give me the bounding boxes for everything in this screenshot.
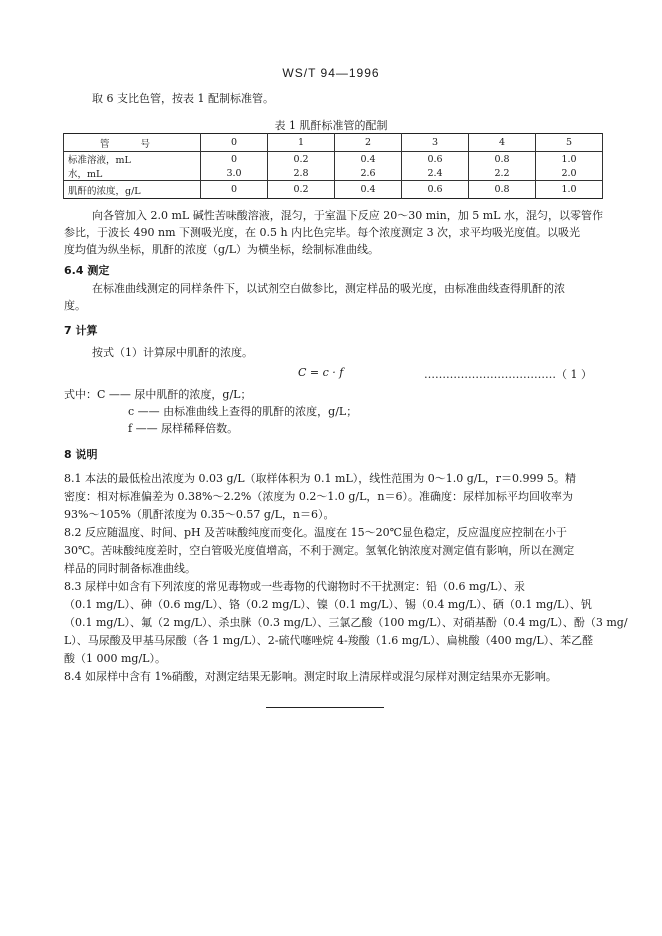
table-col-header: 0 — [201, 134, 268, 152]
table-cell: 3.0 — [201, 166, 268, 181]
para-line: 按式（1）计算尿中肌酐的浓度。 — [92, 346, 253, 359]
para-line: 在标准曲线测定的同样条件下，以试剂空白做参比，测定样品的吸光度，由标准曲线查得肌酐的浓 — [92, 282, 565, 295]
table-caption: 表 1 肌酐标准管的配制 — [274, 119, 388, 132]
table-cell: 2.6 — [335, 166, 402, 181]
table-cell: 2.4 — [402, 166, 469, 181]
section-title-8: 8 说明 — [64, 448, 98, 461]
para-line: 8.1 本法的最低检出浓度为 0.03 g/L（取样体积为 0.1 mL），线性范围为 0～1.0 g/L，r＝0.999 5。精 — [64, 472, 577, 485]
row-label: 标准溶液，mL — [64, 152, 201, 167]
table-row — [64, 152, 603, 167]
formula: C = c · f — [298, 366, 344, 379]
table-cell: 0.8 — [469, 152, 536, 167]
section-title-7: 7 计算 — [64, 324, 98, 337]
para-line: L）、马尿酸及甲基马尿酸（各 1 mg/L）、2-硫代噻唑烷 4-羧酸（1.6 mg/L）、扁桃酸（400 mg/L）、苯乙醛 — [64, 634, 594, 647]
table-row — [64, 181, 603, 199]
para-line: 度均值为纵坐标，肌酐的浓度（g/L）为横坐标，绘制标准曲线。 — [64, 243, 380, 256]
table-cell: 2.2 — [469, 166, 536, 181]
table-cell: 0.4 — [335, 152, 402, 167]
table-cell: 0 — [201, 181, 268, 199]
table-col-header: 2 — [335, 134, 402, 152]
para-line: 8.3 尿样中如含有下列浓度的常见毒物或一些毒物的代谢物时不干扰测定：铅（0.6 mg/L）、汞 — [64, 580, 525, 593]
intro-text: 取 6 支比色管，按表 1 配制标准管。 — [92, 92, 274, 105]
end-divider — [266, 707, 384, 708]
table-cell: 0.6 — [402, 181, 469, 199]
para-line: 向各管加入 2.0 mL 碱性苦味酸溶液，混匀，于室温下反应 20～30 min，加 5 mL 水，混匀，以零管作 — [92, 209, 603, 222]
table-cell: 1.0 — [536, 152, 603, 167]
para-line: 酸（1 000 mg/L）。 — [64, 652, 166, 665]
table-col-header: 1 — [268, 134, 335, 152]
row-label: 肌酐的浓度，g/L — [64, 181, 201, 199]
para-line: 参比，于波长 490 nm 下测吸光度，在 0.5 h 内比色完毕。每个浓度测定 3 次，求平均吸光度值。以吸光 — [64, 226, 581, 239]
table-header-row — [64, 134, 603, 152]
table-col-header: 5 — [536, 134, 603, 152]
section-title-6-4: 6.4 测定 — [64, 264, 110, 277]
table-col-header-label: 管 号 — [64, 134, 201, 152]
table-cell: 0.2 — [268, 152, 335, 167]
para-line: 样品的同时制备标准曲线。 — [64, 562, 196, 575]
where-line: 式中：C —— 尿中肌酐的浓度，g/L； — [64, 388, 252, 401]
para-line: 93%～105%（肌酐浓度为 0.35～0.57 g/L，n＝6）。 — [64, 508, 335, 521]
para-line: （0.1 mg/L）、氟（2 mg/L）、杀虫脒（0.3 mg/L）、三氯乙酸（100 mg/L）、对硝基酚（0.4 mg/L）、酚（3 mg/ — [64, 616, 628, 629]
table-col-header: 3 — [402, 134, 469, 152]
para-line: 30℃。苦味酸纯度差时，空白管吸光度值增高，不利于测定。氢氧化钠浓度对测定值有影响，所以在测定 — [64, 544, 575, 557]
where-line: f —— 尿样稀释倍数。 — [128, 422, 239, 435]
para-line: （0.1 mg/L）、砷（0.6 mg/L）、铬（0.2 mg/L）、镍（0.1 mg/L）、锡（0.4 mg/L）、硒（0.1 mg/L）、钒 — [64, 598, 592, 611]
table-cell: 0.6 — [402, 152, 469, 167]
para-line: 8.2 反应随温度、时间、pH 及苦味酸纯度而变化。温度在 15～20℃显色稳定，反应温度应控制在小于 — [64, 526, 567, 539]
where-line: c —— 由标准曲线上查得的肌酐的浓度，g/L； — [128, 405, 358, 418]
table-cell: 1.0 — [536, 181, 603, 199]
table-cell: 0.4 — [335, 181, 402, 199]
page-header: WS/T 94—1996 — [282, 66, 380, 80]
table-cell: 0.2 — [268, 181, 335, 199]
table-cell: 2.8 — [268, 166, 335, 181]
para-line: 8.4 如尿样中含有 1%硝酸，对测定结果无影响。测定时取上清尿样或混匀尿样对测定结果亦无影响。 — [64, 670, 557, 683]
table-cell: 0 — [201, 152, 268, 167]
table-cell: 2.0 — [536, 166, 603, 181]
table-col-header: 4 — [469, 134, 536, 152]
standard-table — [63, 133, 603, 199]
para-line: 密度：相对标准偏差为 0.38%～2.2%（浓度为 0.2～1.0 g/L，n＝6）。准确度：尿样加标平均回收率为 — [64, 490, 573, 503]
para-line: 度。 — [64, 299, 86, 312]
table-cell: 0.8 — [469, 181, 536, 199]
formula-number: ………………………………（ 1 ） — [424, 368, 592, 381]
table-row — [64, 166, 603, 181]
row-label: 水，mL — [64, 166, 201, 181]
